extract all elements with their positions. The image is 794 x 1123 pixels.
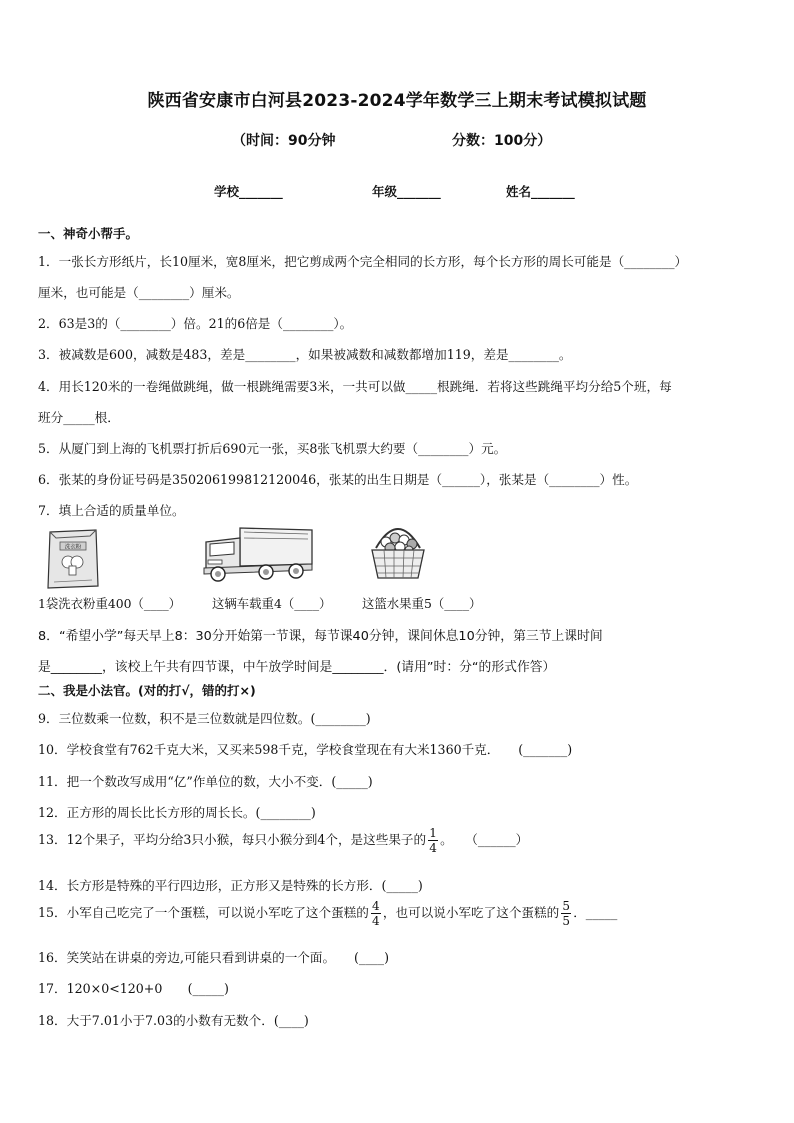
question-16: 16．笑笑站在讲桌的旁边,可能只看到讲桌的一个面。 (____) [38, 950, 389, 965]
exam-time: （时间：90分钟 [232, 133, 336, 149]
question-2: 2．63是3的（________）倍。21的6倍是（________）。 [38, 316, 353, 331]
question-1-line1: 1．一张长方形纸片，长10厘米，宽8厘米，把它剪成两个完全相同的长方形，每个长方形的周长可能是（________） [38, 254, 688, 269]
fraction-numerator: 5 [562, 899, 570, 913]
question-13-text: 13．12个果子，平均分给3只小猴，每只小猴分到4个，是这些果子的 [38, 832, 427, 847]
fraction-four-fourths [371, 899, 381, 928]
caption-basket: 这篮水果重5（____） [362, 596, 482, 611]
question-9: 9．三位数乘一位数，积不是三位数就是四位数。(________) [38, 711, 371, 726]
question-15-tail: ．_____ [573, 905, 618, 920]
name-field[interactable]: 姓名_______ [506, 184, 575, 199]
question-4-line1: 4．用长120米的一卷绳做跳绳，做一根跳绳需要3米，一共可以做_____根跳绳．若将这些跳绳平均分给5个班，每 [38, 379, 672, 394]
question-15-mid: ，也可以说小军吃了这个蛋糕的 [382, 905, 560, 920]
school-field[interactable]: 学校_______ [214, 184, 283, 199]
question-13 [38, 826, 528, 855]
fraction-five-fifths [561, 899, 571, 928]
question-18: 18．大于7.01小于7.03的小数有无数个．(____) [38, 1013, 309, 1028]
exam-title: 陕西省安康市白河县2023-2024学年数学三上期末考试模拟试题 [147, 91, 647, 111]
question-3: 3．被减数是600，减数是483，差是________，如果被减数和减数都增加119，差是________。 [38, 347, 572, 362]
truck-image [200, 524, 320, 586]
question-17: 17．120×0<120+0 (_____) [38, 981, 229, 996]
fraction-one-quarter [428, 826, 438, 855]
question-15 [38, 899, 617, 928]
fraction-denominator: 5 [562, 914, 570, 928]
question-8-line1: 8．“希望小学”每天早上8：30分开始第一节课，每节课40分钟，课间休息10分钟，第三节上课时间 [38, 629, 603, 644]
question-14: 14．长方形是特殊的平行四边形，正方形又是特殊的长方形．(_____) [38, 878, 423, 893]
section-heading-1: 一、神奇小帮手。 [38, 226, 139, 241]
question-12: 12．正方形的周长比长方形的周长长。(________) [38, 805, 316, 820]
bag-label-text: 洗衣粉 [64, 544, 82, 551]
question-13-tail: 。 （______） [440, 832, 529, 847]
question-6: 6．张某的身份证号码是350206199812120046，张某的出生日期是（______），张某是（________）性。 [38, 472, 638, 487]
question-4-line2: 班分_____根． [38, 410, 120, 425]
fraction-numerator: 1 [429, 826, 437, 840]
question-15-text: 15．小军自己吃完了一个蛋糕，可以说小军吃了这个蛋糕的 [38, 905, 369, 920]
exam-score: 分数：100分） [452, 133, 552, 149]
grade-field[interactable]: 年级_______ [372, 184, 441, 199]
question-1-line2: 厘米，也可能是（________）厘米。 [38, 285, 240, 300]
fruit-basket-image [366, 520, 430, 582]
caption-truck: 这辆车载重4（____） [212, 596, 332, 611]
question-11: 11．把一个数改写成用“亿”作单位的数，大小不变．(_____) [38, 774, 373, 789]
question-10: 10．学校食堂有762千克大米，又买来598千克，学校食堂现在有大米1360千克． (_______) [38, 742, 573, 757]
question-7: 7．填上合适的质量单位。 [38, 503, 185, 518]
question-5: 5．从厦门到上海的飞机票打折后690元一张，买8张飞机票大约要（________）元。 [38, 441, 507, 456]
section-heading-2: 二、我是小法官。(对的打√，错的打×) [38, 683, 256, 698]
fraction-denominator: 4 [372, 914, 380, 928]
detergent-bag-image [44, 526, 102, 592]
caption-detergent: 1袋洗衣粉重400（____） [38, 596, 182, 611]
question-8-line2: 是________，该校上午共有四节课，中午放学时间是________．(请用”时：分“的形式作答） [38, 660, 556, 675]
fraction-numerator: 4 [372, 899, 380, 913]
fraction-denominator: 4 [429, 841, 437, 855]
